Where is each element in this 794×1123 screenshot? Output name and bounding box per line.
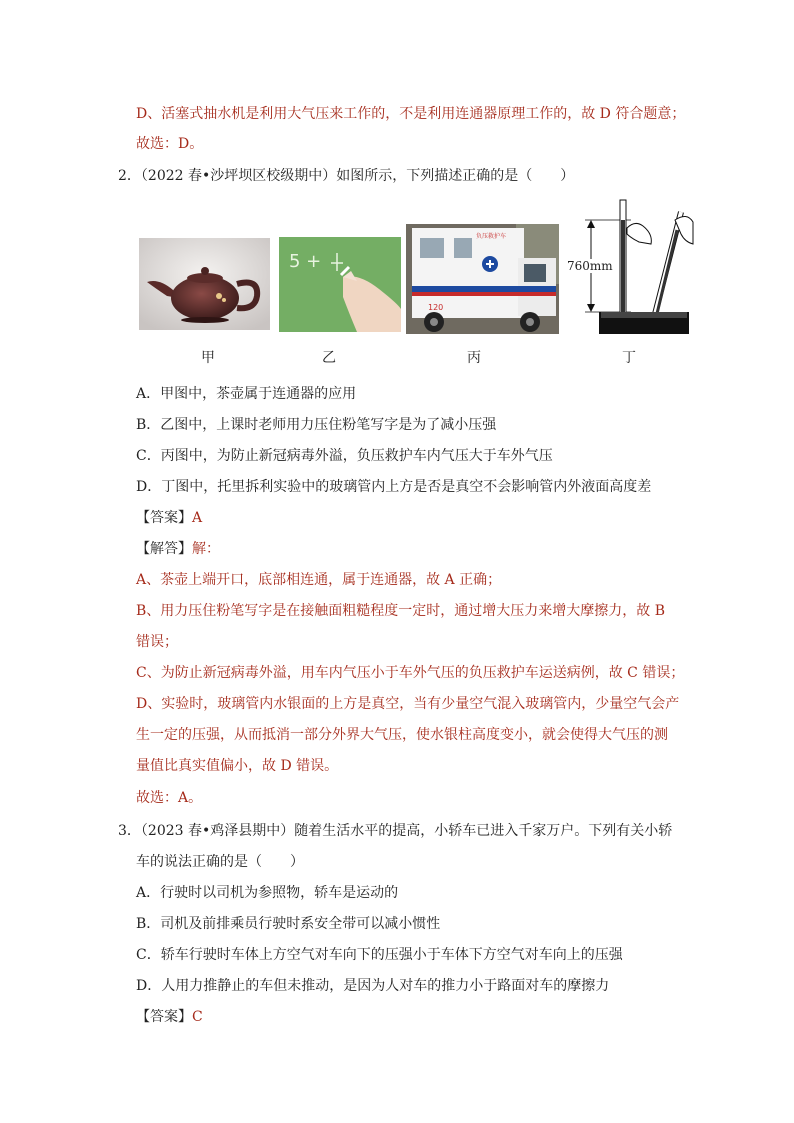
svg-text:负压救护车: 负压救护车 <box>476 233 507 240</box>
q2-option-c: C．丙图中，为防止新冠病毒外溢，负压救护车内气压大于车外气压 <box>136 448 553 464</box>
q3-option-b: B．司机及前排乘员行驶时系安全带可以减小惯性 <box>136 916 441 932</box>
caption-ding: 丁 <box>622 350 636 366</box>
q2-analysis-c: C、为防止新冠病毒外溢，用车内气压小于车外气压的负压救护车运送病例，故 C 错误； <box>136 665 685 681</box>
q2-analysis-a: A、茶壶上端开口，底部相连通，属于连通器，故 A 正确； <box>136 572 502 588</box>
q2-select: 故选：A。 <box>136 790 203 806</box>
q1-analysis-d: D、活塞式抽水机是利用大气压来工作的，不是利用连通器原理工作的，故 D 符合题意； <box>136 106 686 122</box>
q3-option-c: C．轿车行驶时车体上方空气对车向下的压强小于车体下方空气对车向上的压强 <box>136 947 623 963</box>
chalkboard-image <box>279 237 401 332</box>
answer-value: A <box>192 510 203 526</box>
q2-analysis-d3: 量值比真实值偏小，故 D 错误。 <box>136 758 339 774</box>
q2-option-d: D．丁图中，托里拆利实验中的玻璃管内上方是否是真空不会影响管内外液面高度差 <box>136 479 652 495</box>
caption-yi: 乙 <box>322 350 336 366</box>
q1-select: 故选：D。 <box>136 136 204 152</box>
q2-analysis-d2: 生一定的压强，从而抵消一部分外界大气压，使水银柱高度变小，就会使得大气压的测 <box>136 727 668 743</box>
answer-tag: 【答案】 <box>136 510 192 526</box>
ambulance-number: 120 <box>428 303 444 312</box>
q2-option-b: B．乙图中，上课时老师用力压住粉笔写字是为了减小压强 <box>136 417 497 433</box>
q2-analysis-b1: B、用力压住粉笔写字是在接触面粗糙程度一定时，通过增大压力来增大摩擦力，故 B <box>136 603 666 619</box>
caption-jia: 甲 <box>201 350 215 366</box>
ambulance-image <box>406 224 559 334</box>
q3-answer-tag: 【答案】 <box>136 1009 192 1025</box>
q2-analysis-header <box>136 539 220 559</box>
q3-answer-line <box>136 1007 203 1027</box>
chalk-writing: 5 + <box>289 251 322 272</box>
analysis-prefix: 解： <box>192 541 220 557</box>
q3-option-a: A．行驶时以司机为参照物，轿车是运动的 <box>136 885 399 901</box>
q2-option-a: A．甲图中，茶壶属于连通器的应用 <box>136 386 357 402</box>
q2-analysis-b2: 错误； <box>136 634 178 650</box>
q2-answer-line <box>136 508 202 528</box>
height-label: 760mm <box>567 259 613 273</box>
teapot-image <box>139 238 270 330</box>
caption-bing: 丙 <box>467 350 481 366</box>
q2-analysis-d1: D、实验时，玻璃管内水银面的上方是真空，当有少量空气混入玻璃管内，少量空气会产 <box>136 696 680 712</box>
q3-option-d: D．人用力推静止的车但未推动，是因为人对车的推力小于路面对车的摩擦力 <box>136 978 610 994</box>
analysis-tag: 【解答】 <box>136 541 192 557</box>
q2-stem: 2．（2022 春•沙坪坝区校级期中）如图所示，下列描述正确的是（ ） <box>118 168 575 184</box>
q3-stem-1: 3．（2023 春•鸡泽县期中）随着生活水平的提高，小轿车已进入千家万户。下列有关小轿 <box>118 823 673 839</box>
q3-answer-value: C <box>192 1009 203 1025</box>
q3-stem-2: 车的说法正确的是（ ） <box>136 854 304 870</box>
